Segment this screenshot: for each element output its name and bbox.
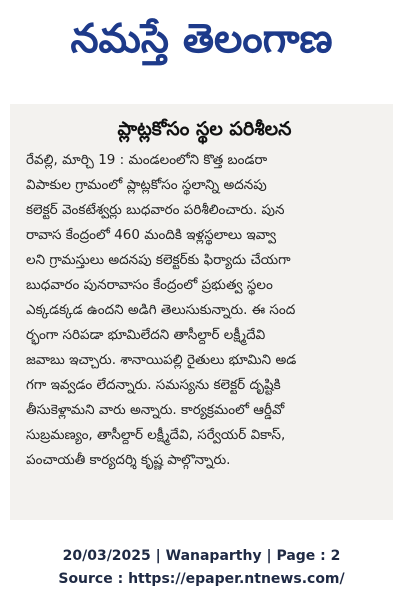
masthead-logo-text: నమస్తే తెలంగాణ [70, 16, 333, 62]
article-line: రావాస కేంద్రంలో 460 మందికి ఇళ్లస్థలాలు ఇవ్వా [26, 227, 277, 243]
footer-source-link[interactable]: Source : https://epaper.ntnews.com/ [58, 571, 345, 587]
article-clipping [10, 104, 393, 520]
article-line: జవాబు ఇచ్చారు. శానాయిపల్లి రైతులు భూమిని అడ [26, 352, 297, 368]
article-line: బుధవారం పునరావాసం కేంద్రంలో ప్రభుత్వ స్థలం [26, 277, 273, 293]
article-line: పంచాయతీ కార్యదర్శి కృష్ణ పాల్గొన్నారు. [26, 452, 231, 468]
article-line: రేవల్లి, మార్చి 19 : మండలంలోని కొత్త బండరా [26, 152, 268, 168]
article-line: ర్భంగా సరిపడా భూమిలేదని తాసీల్దార్ లక్ష్మీదేవి [26, 327, 266, 343]
article-line: ఎక్కడక్కడ ఉందని అడిగి తెలుసుకున్నారు. ఈ సంద [26, 302, 296, 318]
footer-edition-info: 20/03/2025 | Wanaparthy | Page : 2 [62, 548, 341, 564]
article-line: గగా ఇవ్వడం లేదన్నారు. సమస్యను కలెక్టర్ దృష్టికి [26, 377, 281, 393]
article-line: కలెక్టర్ వెంకటేశ్వర్లు బుధవారం పరిశీలించారు. పున [26, 202, 285, 218]
article-line: విపాకుల గ్రామంలో ప్లాట్లకోసం స్థలాన్ని అదనపు [26, 177, 267, 193]
article-headline: ప్లాట్లకోసం స్థల పరిశీలన [117, 118, 292, 140]
article-line: లని గ్రామస్తులు అదనపు కలెక్టర్‌కు ఫిర్యాదు చేయగా [26, 252, 291, 268]
newspaper-masthead [0, 0, 403, 78]
article-line: తీసుకెళ్లామని వారు అన్నారు. కార్యక్రమంలో ఆర్డీవో [26, 402, 285, 418]
article-body [26, 148, 383, 473]
article-line: సుబ్రమణ్యం, తాసీల్దార్ లక్ష్మీదేవి, సర్వేయర్ వికాస్, [26, 427, 286, 443]
